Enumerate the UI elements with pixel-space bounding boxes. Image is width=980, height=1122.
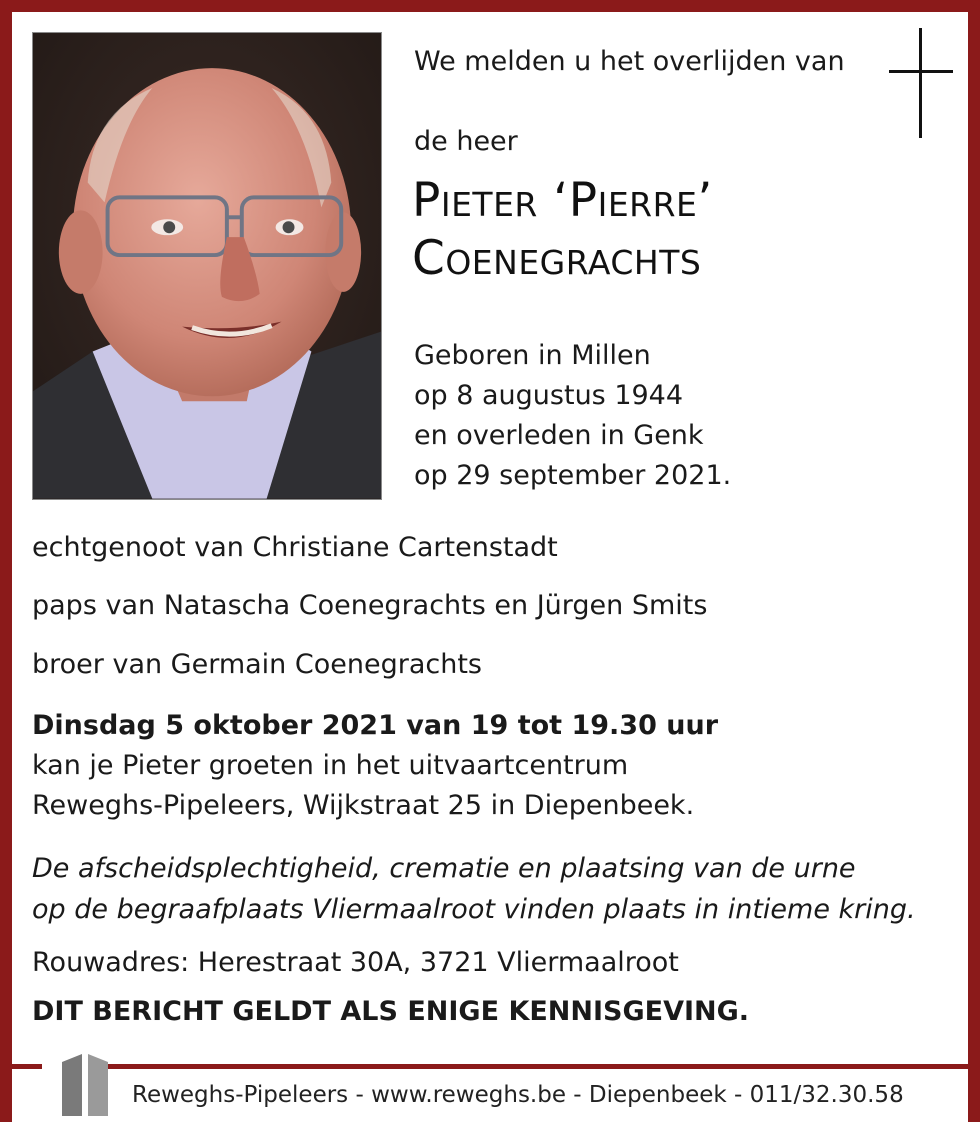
relation-children: paps van Natascha Coenegrachts en Jürgen Smits xyxy=(32,590,708,621)
deceased-name xyxy=(412,172,713,288)
visitation-info xyxy=(32,706,718,826)
cross-icon xyxy=(889,28,953,138)
intro-text: We melden u het overlijden van xyxy=(414,46,845,77)
date-line: en overleden in Genk xyxy=(414,420,704,451)
visitation-when: Dinsdag 5 oktober 2021 van 19 tot 19.30 uur xyxy=(32,710,719,741)
name-line-2: Coenegrachts xyxy=(412,231,702,286)
date-line: Geboren in Millen xyxy=(414,340,651,371)
birth-death-details xyxy=(414,336,731,496)
name-line-1: Pieter ‘Pierre’ xyxy=(412,173,713,228)
date-line: op 29 september 2021. xyxy=(414,460,732,491)
portrait-photo xyxy=(32,32,382,500)
ceremony-info xyxy=(32,848,916,930)
relation-sibling: broer van Germain Coenegrachts xyxy=(32,649,482,680)
ceremony-line: op de begraafplaats Vliermaalroot vinden plaats in intieme kring. xyxy=(32,894,916,925)
funeral-home-logo-icon xyxy=(60,1052,110,1118)
honorific: de heer xyxy=(414,126,518,157)
mourning-address: Rouwadres: Herestraat 30A, 3721 Vliermaalroot xyxy=(32,947,679,978)
footer-contact: Reweghs-Pipeleers - www.reweghs.be - Diepenbeek - 011/32.30.58 xyxy=(132,1082,904,1108)
ceremony-line: De afscheidsplechtigheid, crematie en plaatsing van de urne xyxy=(32,853,856,884)
visitation-line: kan je Pieter groeten in het uitvaartcentrum xyxy=(32,750,629,781)
relation-spouse: echtgenoot van Christiane Cartenstadt xyxy=(32,532,558,563)
footer-divider-left xyxy=(12,1064,42,1069)
official-notice: DIT BERICHT GELDT ALS ENIGE KENNISGEVING. xyxy=(32,996,750,1027)
visitation-line: Reweghs-Pipeleers, Wijkstraat 25 in Diepenbeek. xyxy=(32,790,695,821)
footer-divider xyxy=(108,1064,980,1069)
date-line: op 8 augustus 1944 xyxy=(414,380,684,411)
